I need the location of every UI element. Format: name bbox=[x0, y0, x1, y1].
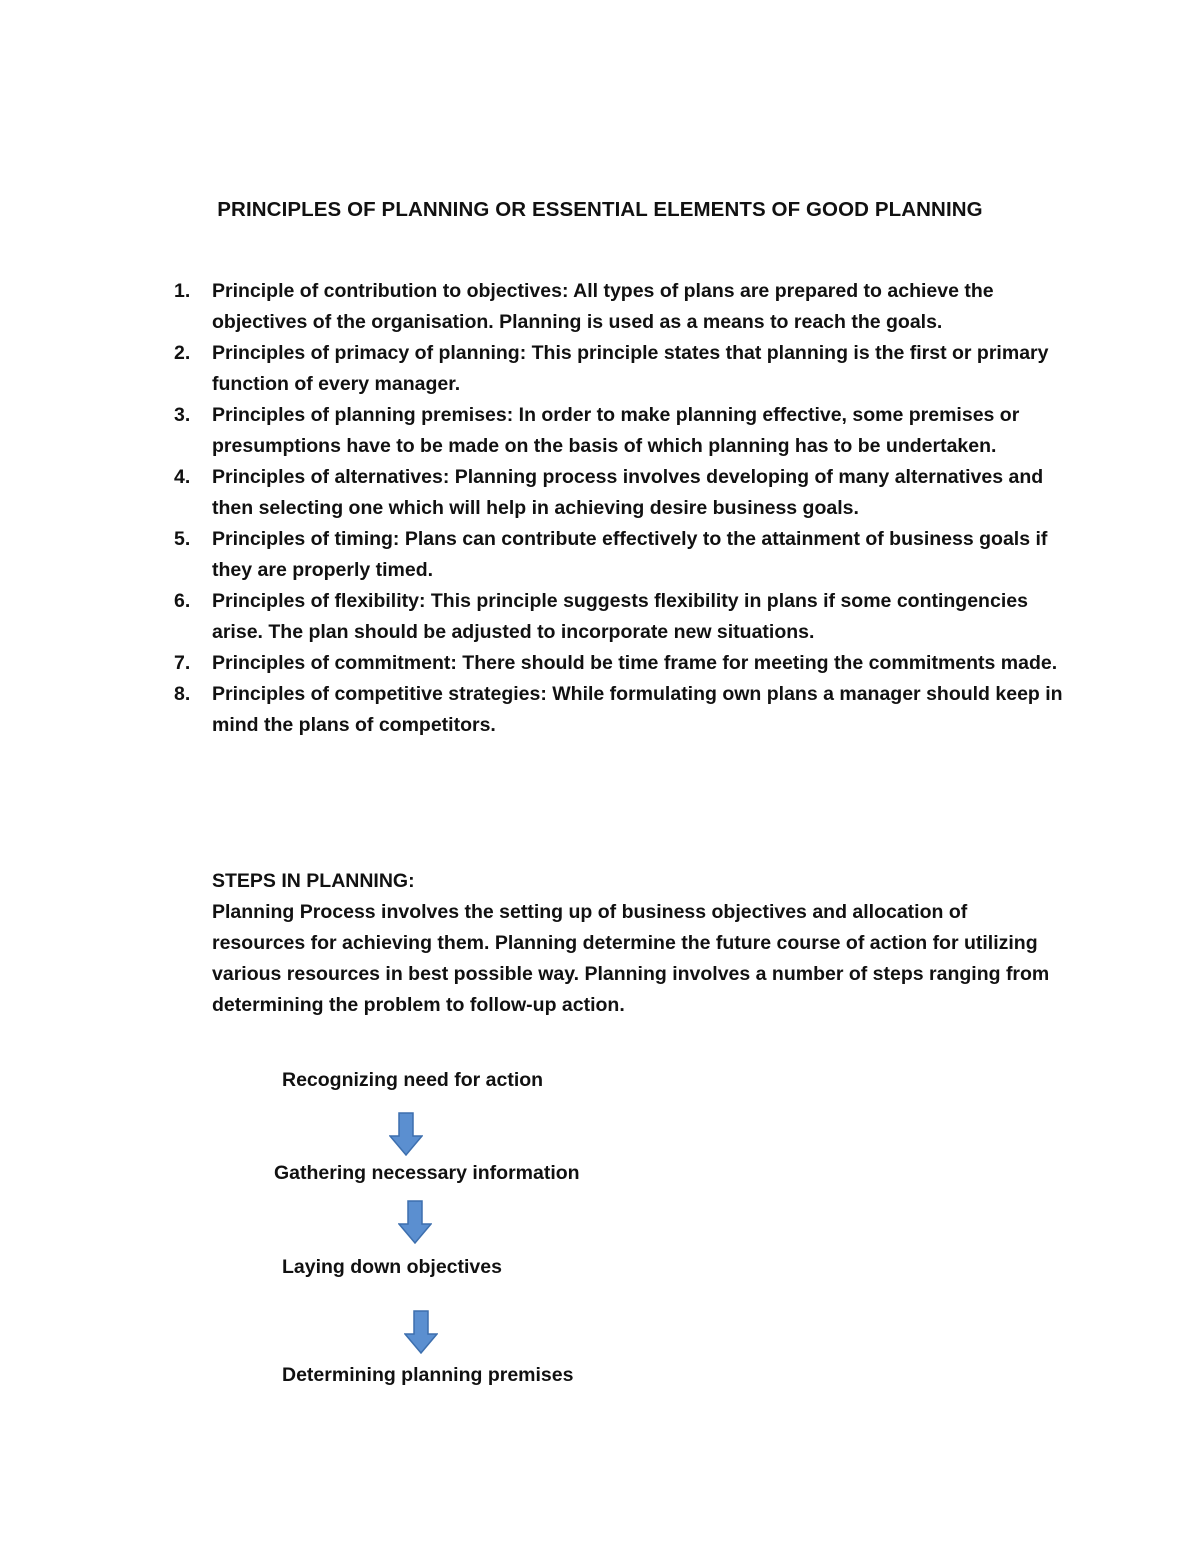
principles-list bbox=[0, 276, 1072, 741]
list-item-text: Principles of primacy of planning: This principle states that planning is the first or primary function of every manager. bbox=[212, 342, 1049, 395]
list-item-text: Principles of flexibility: This principle suggests flexibility in plans if some contingencies arise. The plan should be adjusted to incorporate new situations. bbox=[212, 590, 1028, 643]
list-item bbox=[0, 586, 1072, 648]
flow-step-laying-objectives: Laying down objectives bbox=[282, 1256, 502, 1278]
list-item bbox=[0, 462, 1072, 524]
flow-step-planning-premises: Determining planning premises bbox=[282, 1364, 574, 1386]
list-item-number: 2. bbox=[174, 342, 191, 364]
list-item-number: 5. bbox=[174, 528, 191, 550]
list-item bbox=[0, 648, 1072, 679]
list-item bbox=[0, 524, 1072, 586]
flow-step-recognizing-need: Recognizing need for action bbox=[282, 1069, 544, 1091]
list-item-number: 7. bbox=[174, 652, 191, 674]
down-arrow-icon bbox=[389, 1112, 423, 1156]
steps-intro-paragraph: Planning Process involves the setting up of business objectives and allocation of resources for achieving them. Planning determine the future course of action for utilizing various resources in best possible way. Planning involves a number of steps ranging from determining the problem to follow-up action. bbox=[212, 901, 1050, 1016]
list-item-text: Principles of alternatives: Planning process involves developing of many alternatives and then selecting one which will help in achieving desire business goals. bbox=[212, 466, 1044, 519]
flow-step-gathering-information: Gathering necessary information bbox=[274, 1162, 580, 1184]
list-item-number: 8. bbox=[174, 683, 191, 705]
page-title: PRINCIPLES OF PLANNING OR ESSENTIAL ELEMENTS OF GOOD PLANNING bbox=[217, 198, 983, 221]
steps-heading: STEPS IN PLANNING: bbox=[212, 870, 415, 892]
list-item bbox=[0, 400, 1072, 462]
list-item bbox=[0, 338, 1072, 400]
down-arrow-icon bbox=[404, 1310, 438, 1354]
list-item bbox=[0, 679, 1072, 741]
list-item-text: Principle of contribution to objectives: All types of plans are prepared to achieve the objectives of the organisation. Planning is used as a means to reach the goals. bbox=[212, 280, 994, 333]
list-item-number: 1. bbox=[174, 280, 191, 302]
list-item-text: Principles of commitment: There should be time frame for meeting the commitments made. bbox=[212, 652, 1058, 674]
list-item-text: Principles of planning premises: In order to make planning effective, some premises or presumptions have to be made on the basis of which planning has to be undertaken. bbox=[212, 404, 1020, 457]
list-item-text: Principles of competitive strategies: While formulating own plans a manager should keep in mind the plans of competitors. bbox=[212, 683, 1063, 736]
list-item-text: Principles of timing: Plans can contribute effectively to the attainment of business goals if they are properly timed. bbox=[212, 528, 1048, 581]
list-item bbox=[0, 276, 1072, 338]
list-item-number: 6. bbox=[174, 590, 191, 612]
list-item-number: 4. bbox=[174, 466, 191, 488]
list-item-number: 3. bbox=[174, 404, 191, 426]
down-arrow-icon bbox=[398, 1200, 432, 1244]
